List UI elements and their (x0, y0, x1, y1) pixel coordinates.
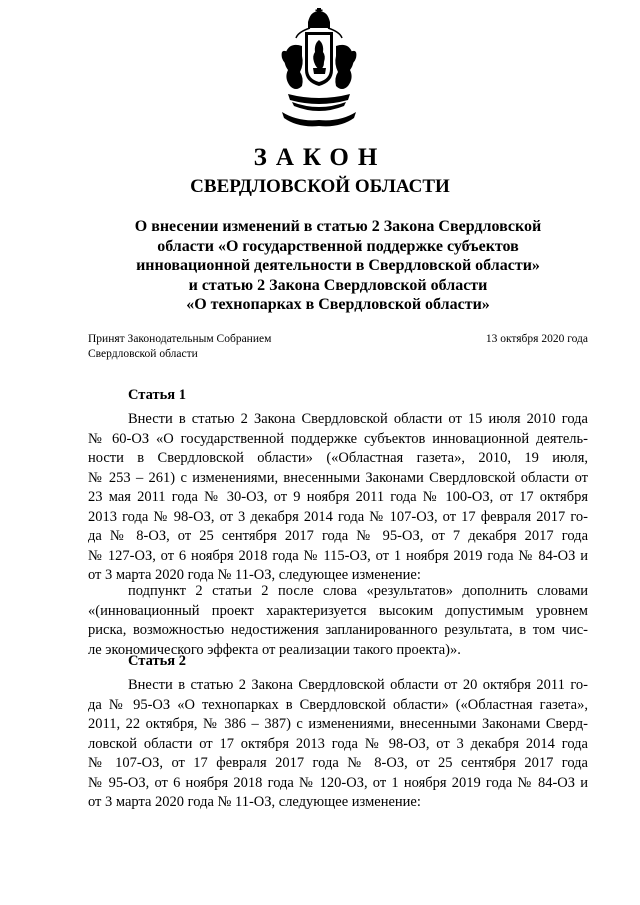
heading-line: инновационной деятельности в Свердловской области» (136, 257, 540, 275)
text-line: Внести в статью 2 Закона Свердловской области от 15 июля 2010 года (128, 411, 588, 427)
text-line: подпункт 2 статьи 2 после слова «результатов» дополнить словами (128, 583, 588, 599)
adopted-line: Принят Законодательным Собранием (88, 333, 272, 345)
text-line: да № 95-ОЗ «О технопарках в Свердловской области» («Областная газета», (88, 696, 588, 713)
heading-line: области «О государственной поддержке субъектов (157, 237, 519, 255)
text-line: 23 мая 2011 года № 30-ОЗ, от 9 ноября 2011 года № 100-ОЗ, от 17 октября (88, 489, 588, 505)
text-line: ле экономического эффекта от реализации такого проекта)». (88, 641, 461, 658)
article-1-title: Статья 1 (128, 387, 186, 403)
text-line: «(инновационный проект характеризуется высоким допустимым уровнем (88, 602, 588, 619)
text-line: № 60-ОЗ «О государственной поддержке субъектов инновационной деятель- (88, 430, 588, 447)
text-line: от 3 марта 2020 года № 11-ОЗ, следующее изменение: (88, 567, 421, 583)
text-line: 2011, 22 октября, № 386 – 387) с изменениями, внесенными Законами Сверд- (88, 716, 588, 732)
coat-of-arms-emblem (278, 8, 360, 132)
text-line: 2013 года № 98-ОЗ, от 3 декабря 2014 года № 107-ОЗ, от 17 февраля 2017 го- (88, 508, 588, 525)
adopted-by (88, 332, 271, 362)
text-line: № 253 – 261) с изменениями, внесенными Законами Свердловской области от (88, 469, 588, 486)
text-line: да № 8-ОЗ, от 25 сентября 2017 года № 95-ОЗ, от 7 декабря 2017 года (88, 528, 588, 544)
adoption-date: 13 октября 2020 года (485, 333, 588, 345)
text-line: № 107-ОЗ, от 17 февраля 2017 года № 8-ОЗ, от 25 сентября 2017 года (88, 755, 588, 771)
text-line: № 95-ОЗ, от 6 ноября 2018 года № 120-ОЗ, от 1 ноября 2019 года № 84-ОЗ и (88, 774, 588, 791)
heading-line: и статью 2 Закона Свердловской области (188, 276, 488, 294)
heading-line: О внесении изменений в статью 2 Закона Свердловской (134, 218, 542, 235)
text-line: № 127-ОЗ, от 6 ноября 2018 года № 115-ОЗ, от 1 ноября 2019 года № 84-ОЗ и (88, 547, 588, 564)
document-title: ЗАКОН (253, 144, 387, 171)
document-subtitle: СВЕРДЛОВСКОЙ ОБЛАСТИ (190, 176, 450, 197)
article-1-paragraph-2 (88, 582, 588, 660)
law-heading (88, 217, 588, 315)
text-line: риска, возможностью недостижения запланированного результата, в том чис- (88, 622, 588, 638)
text-line: от 3 марта 2020 года № 11-ОЗ, следующее изменение: (88, 794, 421, 810)
text-line: ности в Свердловской области» («Областная газета», 2010, 19 июля, (88, 450, 588, 466)
adopted-line: Свердловской области (88, 348, 198, 360)
article-1-paragraph-1 (88, 410, 588, 586)
text-line: ловской области от 17 октября 2013 года № 98-ОЗ, от 3 декабря 2014 года (88, 735, 588, 752)
article-2-title: Статья 2 (128, 653, 186, 669)
text-line: Внести в статью 2 Закона Свердловской области от 20 октября 2011 го- (128, 677, 588, 693)
heading-line: «О технопарках в Свердловской области» (186, 296, 490, 314)
article-2-paragraph-1 (88, 676, 588, 813)
